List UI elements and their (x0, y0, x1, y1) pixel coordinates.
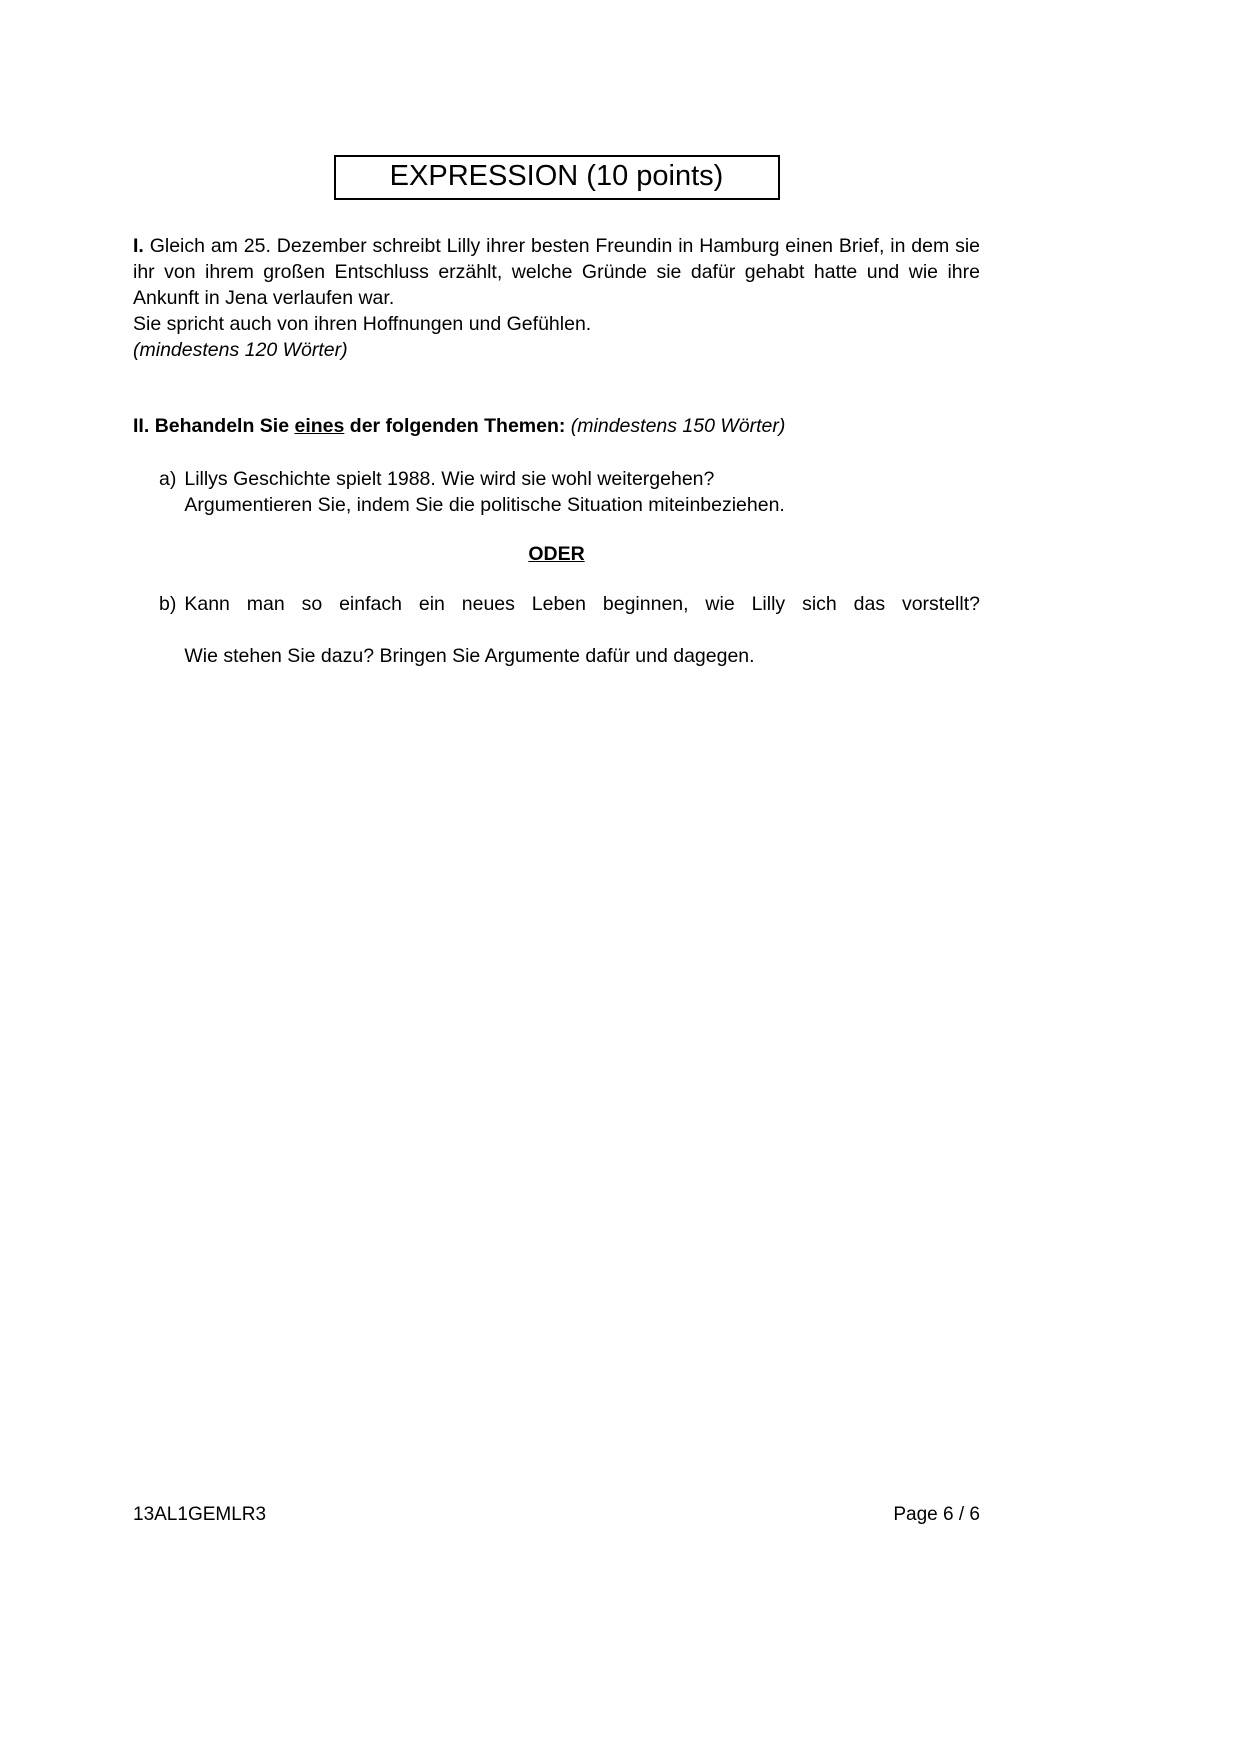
section-2-intro-post: der folgenden Themen: (344, 415, 566, 437)
topic-b-line2: Wie stehen Sie dazu? Bringen Sie Argumente dafür und dagegen. (184, 645, 755, 667)
section-2-label: II. (133, 415, 150, 437)
topic-b-text (184, 591, 980, 669)
topic-b-line1: Kann man so einfach ein neues Leben beginnen, wie Lilly sich das vorstellt? (184, 593, 980, 615)
section-2-heading (133, 413, 980, 439)
or-divider (133, 541, 980, 567)
topic-b-marker: b) (159, 593, 177, 615)
topic-a-line2: Argumentieren Sie, indem Sie die politische Situation miteinbeziehen. (184, 494, 785, 516)
section-2-word-count-hint: (mindestens 150 Wörter) (570, 415, 786, 437)
section-2-intro-pre: Behandeln Sie (154, 415, 295, 437)
or-divider-label: ODER (528, 543, 585, 565)
footer-page-number: Page 6 / 6 (893, 1504, 980, 1525)
page-title: EXPRESSION (10 points) (389, 160, 724, 192)
section-1-paragraph (133, 233, 980, 311)
section-1-word-count-hint: (mindestens 120 Wörter) (133, 339, 348, 361)
title-box (334, 155, 780, 200)
footer-document-code: 13AL1GEMLR3 (133, 1504, 267, 1525)
section-1-line2: Sie spricht auch von ihren Hoffnungen und Gefühlen. (133, 313, 592, 335)
section-1-body: Gleich am 25. Dezember schreibt Lilly ihrer besten Freundin in Hamburg einen Brief, in dem sie ihr von ihrem großen Entschluss erzählt, welche Gründe sie dafür gehabt hatte und wie ihre Ankunft in Jena verlaufen war. (133, 235, 980, 309)
topic-a-line1: Lillys Geschichte spielt 1988. Wie wird sie wohl weitergehen? (184, 468, 715, 490)
topic-a-text (184, 466, 980, 518)
section-1-label: I. (133, 235, 144, 257)
topic-a (133, 466, 980, 518)
page-footer (133, 1503, 980, 1527)
topic-b (133, 591, 980, 669)
topic-a-marker: a) (159, 468, 177, 490)
section-2-intro-underlined: eines (294, 415, 345, 437)
page-content (133, 0, 980, 669)
